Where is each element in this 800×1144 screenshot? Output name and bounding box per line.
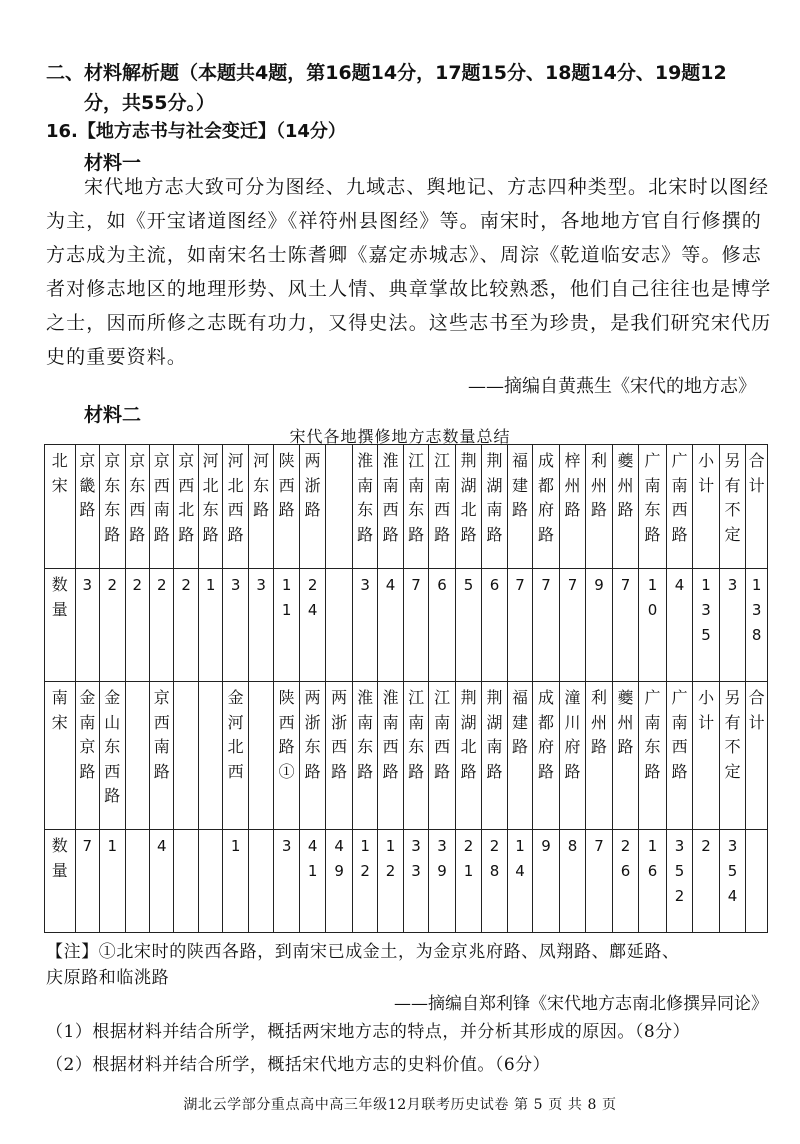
section-heading-cont: 分，共55分。） bbox=[84, 92, 215, 114]
table-cell bbox=[274, 569, 299, 682]
table-cell bbox=[403, 569, 428, 682]
cell-text: 福建路 bbox=[512, 688, 529, 756]
table-cell bbox=[482, 445, 507, 569]
table-cell bbox=[326, 569, 353, 682]
cell-text: 金南京路 bbox=[79, 688, 96, 781]
cell-text: 2 bbox=[132, 576, 143, 594]
table-cell bbox=[746, 830, 768, 933]
table-cell bbox=[586, 682, 613, 830]
table-cell bbox=[639, 569, 667, 682]
cell-text: 138 bbox=[751, 576, 762, 644]
cell-text: 京畿路 bbox=[79, 451, 96, 519]
cell-text: 352 bbox=[674, 837, 685, 905]
table-cell bbox=[429, 682, 456, 830]
cell-text: 广南西路 bbox=[671, 688, 688, 781]
cell-text: 河北西路 bbox=[227, 451, 244, 544]
cell-text: 2 bbox=[156, 576, 167, 594]
table-cell bbox=[403, 445, 428, 569]
cell-text: 另有不定 bbox=[724, 688, 741, 781]
table-cell bbox=[150, 569, 174, 682]
table-cell bbox=[612, 830, 639, 933]
cell-text: 荆湖南路 bbox=[486, 451, 503, 544]
table-cell bbox=[746, 682, 768, 830]
cell-text: 广南西路 bbox=[671, 451, 688, 544]
cell-text: 7 bbox=[594, 837, 604, 855]
cell-text: 3 bbox=[281, 837, 292, 855]
table-cell bbox=[403, 682, 428, 830]
cell-text: 数量 bbox=[51, 575, 68, 619]
table-cell bbox=[586, 569, 613, 682]
material1-line: 方志成为主流，如南宋名士陈耆卿《嘉定赤城志》、周淙《乾道临安志》等。修志 bbox=[46, 244, 762, 266]
table-cell bbox=[746, 569, 768, 682]
table-cell bbox=[75, 682, 99, 830]
table-cell bbox=[299, 445, 326, 569]
table-cell bbox=[174, 569, 198, 682]
cell-text: 陕西路① bbox=[278, 688, 295, 781]
cell-text: 12 bbox=[360, 837, 370, 880]
table-row bbox=[45, 445, 768, 569]
local-gazetteer-table bbox=[44, 444, 768, 933]
cell-text: 1 bbox=[107, 837, 118, 855]
table-cell bbox=[693, 830, 720, 933]
cell-text: 河北东路 bbox=[202, 451, 219, 544]
table-cell bbox=[174, 830, 198, 933]
cell-text: 1 bbox=[205, 576, 216, 594]
cell-text: 金山东西路 bbox=[104, 688, 121, 805]
table-cell bbox=[274, 445, 299, 569]
cell-text: 1 bbox=[230, 837, 241, 855]
table-cell bbox=[326, 830, 353, 933]
cell-text: 淮南西路 bbox=[382, 451, 399, 544]
table-cell bbox=[274, 682, 299, 830]
row-header-cell bbox=[45, 682, 76, 830]
cell-text: 荆湖北路 bbox=[460, 451, 477, 544]
cell-text: 淮南东路 bbox=[357, 688, 374, 781]
material1-label: 材料一 bbox=[84, 152, 142, 174]
table-cell bbox=[248, 830, 273, 933]
cell-text: 7 bbox=[620, 576, 631, 594]
cell-text: 淮南东路 bbox=[357, 451, 374, 544]
row-header-cell bbox=[45, 830, 76, 933]
cell-text: 广南东路 bbox=[644, 688, 661, 781]
table-cell bbox=[455, 569, 482, 682]
cell-text: 39 bbox=[437, 837, 447, 880]
cell-text: 京东西路 bbox=[129, 451, 146, 544]
cell-text: 京西南路 bbox=[153, 451, 170, 544]
table-row bbox=[45, 569, 768, 682]
table-cell bbox=[559, 445, 586, 569]
table-cell bbox=[125, 445, 149, 569]
table-cell bbox=[455, 682, 482, 830]
cell-text: 北宋 bbox=[51, 451, 68, 495]
cell-text: 3 bbox=[230, 576, 241, 594]
cell-text: 26 bbox=[620, 837, 631, 880]
table-cell bbox=[666, 682, 693, 830]
cell-text: 2 bbox=[181, 576, 191, 594]
table-cell bbox=[174, 682, 198, 830]
cell-text: 6 bbox=[489, 576, 500, 594]
table-cell bbox=[198, 682, 222, 830]
table-cell bbox=[586, 830, 613, 933]
table-cell bbox=[429, 569, 456, 682]
table-cell bbox=[533, 445, 560, 569]
cell-text: 3 bbox=[727, 576, 738, 594]
table-cell bbox=[125, 830, 149, 933]
question-title: 16.【地方志书与社会变迁】（14分） bbox=[46, 121, 346, 142]
cell-text: 7 bbox=[411, 576, 421, 594]
table-cell bbox=[693, 682, 720, 830]
table-cell bbox=[223, 445, 248, 569]
cell-text: 3 bbox=[360, 576, 370, 594]
table-cell bbox=[666, 830, 693, 933]
table-cell bbox=[378, 830, 403, 933]
material1-line: 史的重要资料。 bbox=[46, 346, 188, 368]
cell-text: 2 bbox=[701, 837, 711, 855]
table-cell bbox=[693, 569, 720, 682]
section-heading: 二、材料解析题（本题共4题，第16题14分，17题15分、18题14分、19题12 bbox=[46, 62, 727, 84]
cell-text: 2 bbox=[107, 576, 118, 594]
question-1: （1）根据材料并结合所学，概括两宋地方志的特点，并分析其形成的原因。（8分） bbox=[46, 1022, 691, 1042]
cell-text: 夔州路 bbox=[617, 688, 634, 756]
cell-text: 另有不定 bbox=[724, 451, 741, 544]
cell-text: 9 bbox=[594, 576, 604, 594]
table-cell bbox=[666, 569, 693, 682]
table-cell bbox=[482, 830, 507, 933]
table-cell bbox=[150, 445, 174, 569]
material2-source: ——摘编自郑利锋《宋代地方志南北修撰异同论》 bbox=[394, 994, 768, 1014]
table-cell bbox=[223, 682, 248, 830]
cell-text: 两浙东路 bbox=[304, 688, 321, 781]
table-cell bbox=[100, 830, 125, 933]
cell-text: 利州路 bbox=[591, 688, 608, 756]
table-cell bbox=[429, 830, 456, 933]
cell-text: 江南西路 bbox=[434, 688, 451, 781]
cell-text: 两浙西路 bbox=[331, 688, 348, 781]
cell-text: 14 bbox=[515, 837, 525, 880]
table-note: 【注】①北宋时的陕西各路，到南宋已成金土，为金京兆府路、凤翔路、鄜延路、 bbox=[46, 942, 680, 962]
cell-text: 354 bbox=[727, 837, 738, 905]
cell-text: 成都府路 bbox=[538, 688, 555, 781]
table-cell bbox=[299, 569, 326, 682]
table-cell bbox=[482, 682, 507, 830]
table-cell bbox=[352, 682, 377, 830]
page-footer: 湖北云学部分重点高中高三年级12月联考历史试卷 第 5 页 共 8 页 bbox=[183, 1097, 617, 1113]
table-row bbox=[45, 682, 768, 830]
row-header-cell bbox=[45, 569, 76, 682]
cell-text: 7 bbox=[541, 576, 551, 594]
material1-line: 宋代地方志大致可分为图经、九域志、舆地记、方志四种类型。北宋时以图经 bbox=[84, 176, 770, 198]
cell-text: 京西南路 bbox=[153, 688, 170, 781]
table-cell bbox=[125, 569, 149, 682]
table-cell bbox=[693, 445, 720, 569]
table-cell bbox=[198, 569, 222, 682]
table-cell bbox=[612, 682, 639, 830]
cell-text: 潼川府路 bbox=[564, 688, 581, 781]
table-cell bbox=[248, 682, 273, 830]
material1-line: 者对修志地区的地理形势、风土人情、典章掌故比较熟悉，他们自己往往也是博学 bbox=[46, 278, 772, 300]
cell-text: 49 bbox=[334, 837, 344, 880]
table-cell bbox=[639, 445, 667, 569]
table-cell bbox=[639, 830, 667, 933]
cell-text: 3 bbox=[82, 576, 93, 594]
table-cell bbox=[455, 830, 482, 933]
cell-text: 成都府路 bbox=[538, 451, 555, 544]
table-cell bbox=[378, 445, 403, 569]
cell-text: 小计 bbox=[698, 451, 715, 495]
table-cell bbox=[719, 830, 746, 933]
cell-text: 4 bbox=[385, 576, 396, 594]
cell-text: 福建路 bbox=[512, 451, 529, 519]
table-cell bbox=[75, 569, 99, 682]
table-cell bbox=[612, 569, 639, 682]
table-cell bbox=[559, 569, 586, 682]
cell-text: 江南东路 bbox=[408, 688, 425, 781]
cell-text: 135 bbox=[701, 576, 711, 644]
table-cell bbox=[719, 445, 746, 569]
cell-text: 33 bbox=[411, 837, 421, 880]
row-header-cell bbox=[45, 445, 76, 569]
table-cell bbox=[352, 830, 377, 933]
cell-text: 11 bbox=[281, 576, 292, 619]
table-cell bbox=[533, 569, 560, 682]
table-cell bbox=[100, 682, 125, 830]
cell-text: 荆湖北路 bbox=[460, 688, 477, 781]
table-cell bbox=[75, 830, 99, 933]
table-cell bbox=[507, 830, 532, 933]
cell-text: 梓州路 bbox=[564, 451, 581, 519]
cell-text: 10 bbox=[647, 576, 658, 619]
table-cell bbox=[429, 445, 456, 569]
cell-text: 京西北路 bbox=[178, 451, 195, 544]
cell-text: 7 bbox=[567, 576, 578, 594]
material1-line: 之士，因而所修之志既有功力，又得史法。这些志书至为珍贵，是我们研究宋代历 bbox=[46, 312, 772, 334]
table-cell bbox=[150, 830, 174, 933]
table-cell bbox=[639, 682, 667, 830]
table-cell bbox=[507, 445, 532, 569]
table-cell bbox=[125, 682, 149, 830]
cell-text: 7 bbox=[82, 837, 93, 855]
table-cell bbox=[533, 830, 560, 933]
cell-text: 12 bbox=[385, 837, 396, 880]
cell-text: 京东东路 bbox=[104, 451, 121, 544]
table-cell bbox=[100, 445, 125, 569]
table-cell bbox=[223, 830, 248, 933]
cell-text: 两浙路 bbox=[304, 451, 321, 519]
table-cell bbox=[586, 445, 613, 569]
cell-text: 16 bbox=[647, 837, 658, 880]
table-title: 宋代各地撰修地方志数量总结 bbox=[289, 427, 511, 446]
cell-text: 8 bbox=[567, 837, 578, 855]
cell-text: 4 bbox=[156, 837, 167, 855]
table-cell bbox=[533, 682, 560, 830]
table-cell bbox=[352, 445, 377, 569]
cell-text: 金河北西 bbox=[227, 688, 244, 781]
table-cell bbox=[378, 569, 403, 682]
table-cell bbox=[223, 569, 248, 682]
table-cell bbox=[507, 682, 532, 830]
material2-label: 材料二 bbox=[84, 404, 142, 426]
cell-text: 5 bbox=[463, 576, 474, 594]
table-cell bbox=[352, 569, 377, 682]
cell-text: 6 bbox=[437, 576, 447, 594]
cell-text: 3 bbox=[256, 576, 266, 594]
cell-text: 夔州路 bbox=[617, 451, 634, 519]
cell-text: 淮南西路 bbox=[382, 688, 399, 781]
table-note-cont: 庆原路和临洮路 bbox=[46, 968, 170, 988]
table-cell bbox=[248, 569, 273, 682]
cell-text: 陕西路 bbox=[278, 451, 295, 519]
cell-text: 9 bbox=[541, 837, 551, 855]
table-cell bbox=[174, 445, 198, 569]
cell-text: 广南东路 bbox=[644, 451, 661, 544]
cell-text: 合计 bbox=[748, 688, 765, 732]
cell-text: 7 bbox=[515, 576, 525, 594]
table-cell bbox=[299, 830, 326, 933]
cell-text: 小计 bbox=[698, 688, 715, 732]
cell-text: 南宋 bbox=[51, 688, 68, 732]
table-cell bbox=[326, 445, 353, 569]
cell-text: 利州路 bbox=[591, 451, 608, 519]
table-cell bbox=[326, 682, 353, 830]
table-cell bbox=[507, 569, 532, 682]
material1-source: ——摘编自黄燕生《宋代的地方志》 bbox=[468, 376, 756, 397]
cell-text: 河东路 bbox=[253, 451, 270, 519]
cell-text: 合计 bbox=[748, 451, 765, 495]
cell-text: 21 bbox=[463, 837, 474, 880]
table-cell bbox=[75, 445, 99, 569]
cell-text: 江南西路 bbox=[434, 451, 451, 544]
table-cell bbox=[403, 830, 428, 933]
cell-text: 4 bbox=[674, 576, 685, 594]
table-cell bbox=[559, 682, 586, 830]
table-cell bbox=[274, 830, 299, 933]
table-cell bbox=[559, 830, 586, 933]
cell-text: 数量 bbox=[51, 836, 68, 880]
table-row bbox=[45, 830, 768, 933]
table-cell bbox=[150, 682, 174, 830]
material1-line: 为主，如《开宝诸道图经》《祥符州县图经》等。南宋时，各地地方官自行修撰的 bbox=[46, 210, 762, 232]
table-cell bbox=[455, 445, 482, 569]
cell-text: 荆湖南路 bbox=[486, 688, 503, 781]
cell-text: 江南东路 bbox=[408, 451, 425, 544]
cell-text: 24 bbox=[307, 576, 318, 619]
table-cell bbox=[719, 569, 746, 682]
table-cell bbox=[248, 445, 273, 569]
table-cell bbox=[612, 445, 639, 569]
table-cell bbox=[100, 569, 125, 682]
cell-text: 28 bbox=[489, 837, 500, 880]
table-cell bbox=[198, 830, 222, 933]
table-cell bbox=[719, 682, 746, 830]
table-cell bbox=[746, 445, 768, 569]
table-cell bbox=[666, 445, 693, 569]
table-cell bbox=[378, 682, 403, 830]
table-cell bbox=[299, 682, 326, 830]
table-cell bbox=[482, 569, 507, 682]
question-2: （2）根据材料并结合所学，概括宋代地方志的史料价值。（6分） bbox=[46, 1055, 551, 1075]
cell-text: 41 bbox=[307, 837, 318, 880]
table-cell bbox=[198, 445, 222, 569]
